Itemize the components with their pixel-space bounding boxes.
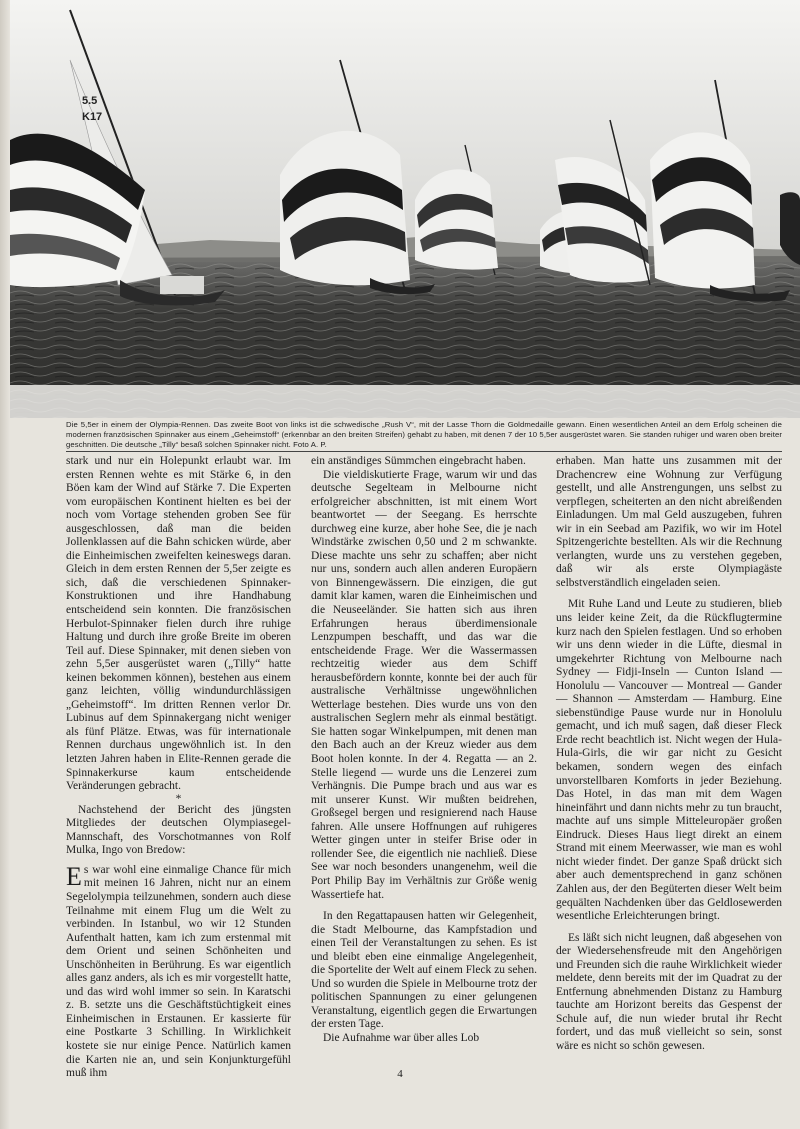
paragraph: Es läßt sich nicht leugnen, daß abgesehen von der Wiedersehensfreude mit den Angehörigen und Freunden sich die rauhe Wirklichkeit wieder meldete, denn bereits mit der im Quadrat zu der Entfernung abnehmenden Distanz zu Hamburg tauchte am Horizont bereits das Gespenst der Schule auf, die nun wieder brutal ihr Recht fordert, und das muß vielleicht so sein, sonst wäre es nicht so schön gewesen. <box>556 931 782 1052</box>
caption-divider <box>66 451 782 452</box>
paragraph: Die vieldiskutierte Frage, warum wir und das deutsche Segelteam in Melbourne nicht erfolgreicher abschnitten, ist mit einem Wort beantwortet — der Seegang. Es herrschte durchweg eine kurze, aber hohe See, die je nach Windstärke zwischen 0,50 und 2 m schwankte. Diese machte uns sehr zu schaffen; aber nicht nur uns, sondern auch allen anderen Europäern von Binnengewässern. Die einzigen, die gut damit klar kamen, waren die Einheimischen und die Neuseeländer. Sie hatten sich aus ihren Erfahrungen heraus überdimensionale Lenzpumpen beschafft, und das war die entscheidende Frage. Wer die Wassermassen rechtzeitig wieder aus dem Schiff herausbefördern konnte, konnte bei der auch für australische Verhältnisse ungewöhnlichen Wetterlage bestehen. Dies wurde uns von den australischen Seglern mehr als einmal bestätigt. Sie hatten sogar Winkelpumpen, mit denen man den Bach auch an der Kreuz wieder aus dem Boot holen konnte. In der 4. Regatta — an 2. Stelle liegend — wurde uns die Lenzerei zum Verhängnis. Die Pumpe brach und aus war es mit unserer Kunst. Wir mußten beidrehen, Großsegel bergen und resignierend nach Hause fahren. Alle unsere Hoffnungen auf ruhigeres Wetter gingen unter in steifer Brise oder in rollender See, die eigentlich nie nachließ. Diese See war noch besonders unangenehm, weil die Port Philip Bay im Verhältnis zur Größe wenig Wassertiefe hat. <box>311 468 537 901</box>
page-number: 4 <box>397 1068 403 1080</box>
paragraph: Mit Ruhe Land und Leute zu studieren, blieb uns leider keine Zeit, da die Rückflugtermine kurz nach den Spielen festlagen. Und so erhoben wir uns denn wieder in die Lüfte, diesmal in umgekehrter Richtung von Melbourne nach Sydney — Fidji-Inseln — Cunton Island — Honolulu — Vancouver — Montreal — Gander — Shannon — Amsterdam — Hamburg. Eine siebenstündige Pause wurde nur in Honolulu gemacht, und ich muß sagen, daß dieser Fleck Erde recht beachtlich ist. Nicht wegen der Hula-Hula-Girls, die wir gar nicht zu Gesicht bekamen, sondern wegen des einfach unvorstellbaren Komforts in jeder Beziehung. Das Hotel, in das man mit dem Wagen hineinfährt und dann nichts mehr zu tun braucht, machte auf uns simple Mitteleuropäer großen Eindruck. Dieses Haus liegt direkt an einem Strand mit einem Meerwasser, wie man es wohl nicht wieder findet. Der ganze Spaß drückt sich aber auch dementsprechend in ganz schönen Zahlen aus, der den Begüterten dieser Welt beim gequälten Nachdenken über das Geldlosewerden wesentliche Erleichterungen bringt. <box>556 598 782 923</box>
photo-caption: Die 5,5er in einem der Olympia-Rennen. Das zweite Boot von links ist die schwedische „Rush V“, mit der Lasse Thorn die Goldmedaille gewann. Einen wesentlichen Anteil an dem Erfolg scheinen die modernen französischen Spinnaker aus einem „Geheimstoff“ (erkennbar an den breiten Streifen) gehabt zu haben, mit denen 7 der 10 5,5er ausgerüstet waren. Sie standen ruhiger und waren oben breiter geschnitten. Die deutsche „Tilly“ besaß solchen Spinnaker nicht. Foto A. P. <box>66 420 782 449</box>
paragraph: erhaben. Man hatte uns zusammen mit der Drachencrew eine Wohnung zur Verfügung gestellt, und alle Anstrengungen, uns selbst zu verpflegen, scheiterten an den nicht abreißenden Einladungen. Um mal Geld auszugeben, fuhren wir in ein Seebad am Pazifik, wo wir im Hotel Spitzengerichte bestellten. Als wir die Rechnung verlangten, wurde uns zu verstehen gegeben, daß wir als erste Olympiagäste selbstverständlich eingeladen seien. <box>556 455 782 589</box>
paragraph: Nachstehend der Bericht des jüngsten Mitgliedes der deutschen Olympiasegel-Mannschaft, des Vorschotmannes von Rolf Mulka, Ingo von Bredow: <box>66 803 291 857</box>
svg-text:K17: K17 <box>82 111 103 123</box>
paragraph: stark und nur ein Holepunkt erlaubt war. Im ersten Rennen wehte es mit Stärke 6, in den Böen kam der Wind auf Stärke 7. Die Experten vom europäischen Kontinent hielten es bei der noch vom Vortage stehenden groben See für ausgeschlossen, daß man die beiden Jollenklassen auf die Bahn schicken würde, aber die Einheimischen zweifelten keineswegs daran. Gleich in dem ersten Rennen der 5,5er zeigte es sich, daß die verschiedenen Spinnaker-Konstruktionen und ihre Handhabung entscheidend sein konnten. Die französischen Herbulot-Spinnaker fielen durch ihre ruhige Haltung und durch ihre große Breite im oberen Teil auf. Diese Spinnaker, mit denen sieben von zehn 5,5er ausgerüstet waren („Tilly“ hatte keinen bekommen können), bestehen aus einem ganz leichten, völlig windundurchlässigen „Geheimstoff“. Im dritten Rennen verlor Dr. Lubinus auf dem Spinnakergang nicht weniger als fünf Plätze. Etwas, was für internationale Rennen durchaus ungewöhnlich ist. In den letzten Jahren haben in Elite-Rennen gerade die Spinnakerkurse kaum entscheidende Veränderungen gebracht. <box>66 455 291 793</box>
column-2 <box>311 455 537 1046</box>
paragraph: ein anständiges Sümmchen eingebracht haben. <box>311 455 526 467</box>
page-fold-shadow <box>0 0 10 1129</box>
regatta-photo <box>10 0 800 418</box>
column-3 <box>556 455 782 1054</box>
paragraph: In den Regattapausen hatten wir Gelegenheit, die Stadt Melbourne, das Kampfstadion und einen Teil der Veranstaltungen zu sehen. Es ist und bleibt eben eine einmalige Angelegenheit, die Sportelite der Welt auf einem Fleck zu sehen. Und so wurden die Spiele in Melbourne trotz der politischen Spannungen zu einer gelungenen Veranstaltung, eigentlich gegen die Erwartungen der ersten Tage. <box>311 910 537 1031</box>
svg-text:5.5: 5.5 <box>82 95 98 107</box>
paragraph-dropcap: Es war wohl eine einmalige Chance für mich mit meinen 16 Jahren, nicht nur an einem Segelolympia teilzunehmen, sondern auch diese Teilnahme mit einem Flug um die Welt zu verbinden. In Istanbul, wo wir 12 Stunden Aufenthalt hatten, kam ich zum erstenmal mit dem Orient und seinen Schönheiten und Unschönheiten in Berührung. Es war eigentlich alles ganz anders, als ich es mir vorgestellt hatte, und das wird wohl immer so sein. In Karatschi z. B. setzte uns die Geschäftstüchtigkeit eines Einheimischen in Erstaunen. Er kassierte für eine Postkarte 3 Schilling. In Wirklichkeit kostete sie nur einige Pence. Natürlich kamen die Karten nie an, und sein Konjunkturgefühl muß ihm <box>66 861 291 1080</box>
column-1 <box>66 455 291 1081</box>
paragraph: Die Aufnahme war über alles Lob <box>323 1031 480 1044</box>
section-separator: * <box>175 792 182 805</box>
sailing-regatta-photo-icon <box>10 0 800 418</box>
